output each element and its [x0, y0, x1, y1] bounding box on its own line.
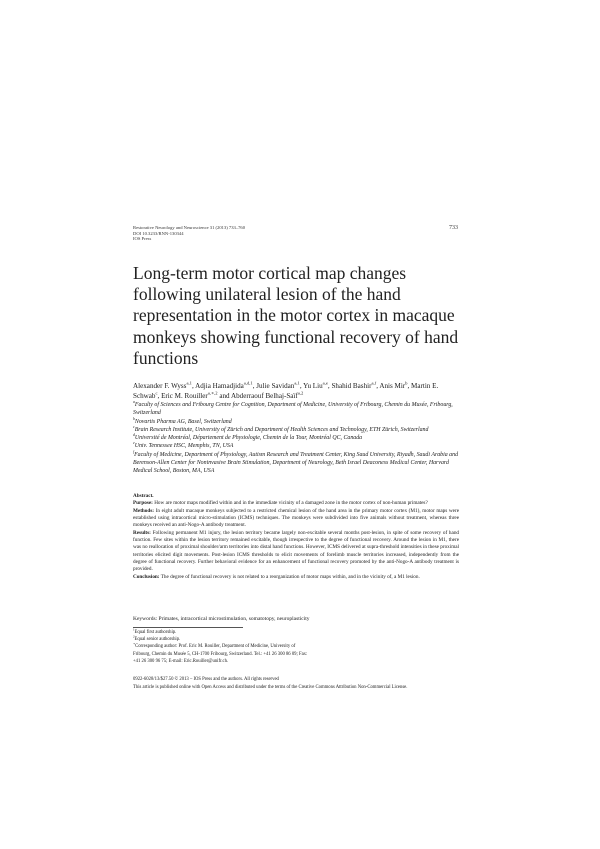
journal-header — [133, 225, 433, 242]
affiliation-sup: a — [133, 400, 135, 405]
affiliation-text: Faculty of Sciences and Fribourg Centre for Cognition, Department of Medicine, University of Fribourg, Chemin du Musée, Fribourg, Switzerland — [133, 402, 453, 417]
conclusion-label: Conclusion: — [133, 573, 160, 580]
copyright-line: 0922-6028/13/$27.50 © 2013 – IOS Press and the authors. All rights reserved — [133, 677, 279, 682]
footnote — [133, 629, 313, 636]
affiliation-text: Université de Montréal, Département de Physiologie, Chemin de la Tour, Montréal QC, Canada — [134, 435, 363, 442]
affiliation — [133, 451, 463, 476]
affiliation-sup: e — [133, 441, 135, 446]
footnote-text: Equal senior authorship. — [134, 637, 181, 643]
author-sup: a,2 — [297, 390, 304, 396]
footnote-text: Corresponding author: Prof. Eric M. Rouiller, Department of Medicine, University of Fribourg, Chemin du Musée 5, CH-1700 Fribourg, Switzerland. Tel.: +41 26 300 86 09; Fax: +41 26 300 96 75; E-mail: Eric.Rouiller@unifr.ch. — [133, 644, 308, 664]
author-and: and — [219, 391, 230, 400]
affiliation-sup: f — [133, 449, 135, 454]
affiliation-list — [133, 401, 463, 476]
affiliation-sup: d — [133, 433, 135, 438]
conclusion-text: The degree of functional recovery is not related to a reorganization of motor maps within, and in the vicinity of, a M1 lesion. — [160, 573, 420, 580]
affiliation — [133, 442, 463, 450]
author-sup: a,1 — [186, 380, 192, 386]
purpose-text: How are motor maps modified within and in the immediate vicinity of a damaged zone in the motor cortex of non-human primates? — [154, 500, 428, 507]
affiliation-text: Novartis Pharma AG, Basel, Switzerland — [134, 418, 232, 425]
author: Anis Mir — [379, 382, 406, 390]
paper-title: Long-term motor cortical map changes following unilateral lesion of the hand representation in the motor cortex in macaque monkeys showing functional recovery of hand functions — [133, 263, 459, 368]
author-sup: a,f — [371, 380, 377, 386]
results-text: Following permanent M1 injury, the lesion territory became largely non-excitable several months post-lesion, in spite of some recovery of hand function. Few sites within the lesion territory remained excitable, though irrespective to the degree of functional recovery. Around the lesion in M1, there was no reallocation of proximal shoulder/arm territories into distal hand functions. However, ICMS delivered at supra-threshold intensities in these proximal territories elicited digit movements. Post-lesion ICMS thresholds to elicit movements of forelimb muscle territories increased, independently from the degree of functional recovery. Further behavioral evidence for an enhancement of functional recovery promoted by the anti-Nogo-A antibody treatment is provided. — [133, 529, 460, 573]
purpose-label: Purpose: — [133, 500, 153, 507]
author: Julie Savidan — [256, 382, 295, 390]
abstract — [133, 493, 459, 581]
copyright-block — [133, 676, 463, 691]
author: Eric M. Rouiller — [161, 391, 208, 400]
methods-label: Methods: — [133, 507, 155, 514]
affiliation — [133, 426, 463, 434]
keywords: Keywords: Primates, intracortical microstimulation, somatotopy, neuroplasticity — [133, 616, 310, 622]
author-sup: a,∗,2 — [207, 390, 218, 396]
journal-line: Restorative Neurology and Neuroscience 31 (2013) 733–760 — [133, 225, 246, 230]
methods-text: In eight adult macaque monkeys subjected to a restricted chemical lesion of the hand area in the primary motor cortex (M1), motor maps were established using intracortical micro-stimulation (ICMS) techniques. The monkeys were subdivided into five animals without treatment, whereas three monkeys received an anti-Nogo-A antibody treatment. — [133, 507, 459, 529]
author-sup: a,d,1 — [243, 380, 253, 386]
abstract-heading: Abstract. — [133, 493, 154, 499]
footnote — [133, 636, 313, 643]
author: Yu Liu — [303, 382, 323, 390]
author-sup: a,e — [322, 380, 328, 386]
author-sup: a,1 — [294, 380, 300, 386]
author: Abderraouf Belhaj-Saïf — [230, 391, 298, 400]
footnote-sup: ∗ — [133, 641, 136, 646]
affiliation-text: Brain Research Institute, University of Zürich and Department of Health Sciences and Technology, ETH Zürich, Switzerland — [134, 426, 429, 433]
affiliation-sup: c — [133, 424, 135, 429]
footnote-divider — [133, 627, 243, 628]
author: Martin E. Schwab — [133, 382, 439, 400]
footnote-sup: 1 — [133, 627, 135, 632]
author-sup: b — [405, 380, 408, 386]
affiliation — [133, 401, 463, 418]
author-sup: c — [155, 390, 158, 396]
license-line: This article is published online with Open Access and distributed under the terms of the Creative Commons Attribution Non-Commercial License. — [133, 684, 408, 690]
doi-line: DOI 10.3233/RNN-130344 — [133, 230, 184, 236]
author: Alexander F. Wyss — [133, 382, 187, 390]
affiliation-text: Faculty of Medicine, Department of Physiology, Autism Research and Treatment Center, King Saud University, Riyadh, Saudi Arabia and Berenson-Allen Center for Noninvasive Brain Stimulation, Department of Neurology, Beth Israel Deaconess Medical Center, Harvard Medical School, Boston, MA, USA — [133, 451, 459, 475]
affiliation-text: Univ. Tennessee HSC, Memphis, TN, USA — [134, 443, 234, 450]
footnote-sup: 2 — [133, 634, 135, 639]
author-list: Alexander F. Wyss$^{a,1}$, Adjia Hamadjida$^{a,d,1}$, Julie Savidan$^{a,1}$, Yu Liu$^{a,e}$, Shahid Bashir$^{a,f}$, Anis Mir$^b$, Martin E. Schwab$^c$, Eric M. Rouiller$^{a,∗,2}$ and Abderraouf Belhaj-Saïf$^{a,2}$ — [133, 380, 439, 400]
author: Shahid Bashir — [331, 382, 372, 390]
page-number: 733 — [449, 225, 458, 231]
author: Adjia Hamadjida — [195, 382, 244, 390]
footnotes — [133, 629, 313, 665]
results-label: Results: — [133, 529, 151, 536]
footnote — [133, 643, 313, 665]
publisher-line: IOS Press — [133, 236, 152, 242]
affiliation-sup: b — [133, 416, 135, 421]
affiliation — [133, 418, 463, 426]
affiliation — [133, 434, 463, 442]
footnote-text: Equal first authorship. — [134, 630, 177, 635]
